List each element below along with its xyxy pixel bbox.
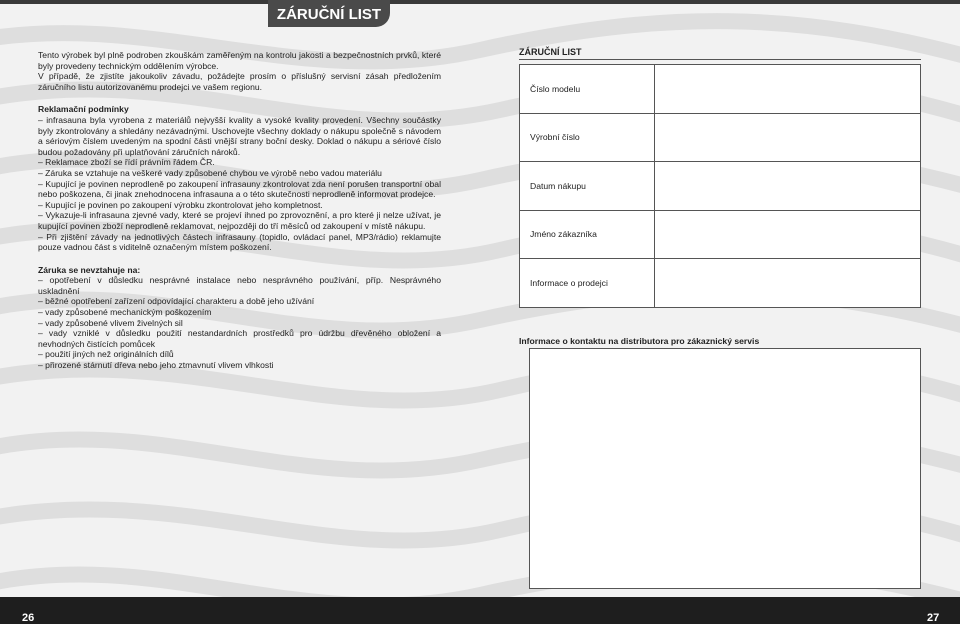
customer-name-field[interactable] (655, 210, 921, 259)
list-item: – infrasauna byla vyrobena z materiálů nejvyšší kvality a vysoké kvality provedení. Všechny součástky byly zkontrolovány a shledány nezávadnými. Uschovejte všechny doklady o nákupu společně s návodem a sériovým číslem uvedeným na spodní části vnější strany boční desky. Doklad o nákupu a sériové číslo budou požadovány při uplatňování záručních nároků. (38, 114, 441, 157)
intro-paragraph: Tento výrobek byl plně podroben zkouškám zaměřeným na kontrolu jakosti a bezpečnostních prvků, které byly provedeny technickým oddělením výrobce. (38, 50, 441, 71)
field-label-seller-info: Informace o prodejci (520, 259, 655, 308)
footer-bar (0, 597, 960, 624)
list-item: – Při zjištění závady na jednotlivých částech infrasauny (topidlo, ovládací panel, MP3/rádio) reklamujte pouze vadnou část s viditelně označeným místem poškození. (38, 231, 441, 253)
list-item: – použití jiných než originálních dílů (38, 349, 174, 360)
left-text-column (38, 50, 441, 371)
list-item: – Kupující je povinen po zakoupení výrobku zkontrolovat jeho kompletnost. (38, 199, 323, 210)
purchase-date-field[interactable] (655, 162, 921, 211)
list-item: – Kupující je povinen neprodleně po zakoupení infrasauny zkontrolovat zda není porušen transportní obal nebo poškozena, či jinak znehodnocena infrasauna a o této skutečnosti neprodleně informovat prodejce. (38, 178, 441, 200)
claims-title: Reklamační podmínky (38, 104, 129, 115)
seller-info-field[interactable] (655, 259, 921, 308)
contact-info-box[interactable] (529, 348, 921, 589)
form-row (520, 259, 921, 308)
form-row (520, 210, 921, 259)
field-label-model-number: Číslo modelu (520, 65, 655, 114)
form-row (520, 162, 921, 211)
page-number-right: 27 (927, 612, 940, 624)
warranty-form-title: ZÁRUČNÍ LIST (519, 47, 921, 60)
page-title: ZÁRUČNÍ LIST (268, 0, 390, 27)
top-bar (0, 0, 960, 4)
form-row (520, 65, 921, 114)
field-label-purchase-date: Datum nákupu (520, 162, 655, 211)
page-number-left: 26 (22, 612, 35, 624)
exclusions-list (38, 275, 441, 370)
model-number-field[interactable] (655, 65, 921, 114)
intro-text (38, 50, 441, 92)
list-item: – vady vzniklé v důsledku použití nestandardních prostředků pro údržbu dřevěného obložení a nevhodných čistících pomůcek (38, 328, 441, 349)
field-label-serial-number: Výrobní číslo (520, 113, 655, 162)
serial-number-field[interactable] (655, 113, 921, 162)
list-item: – opotřebení v důsledku nesprávné instalace nebo nesprávného používání, příp. Nesprávného uskladnění (38, 275, 441, 296)
field-label-customer-name: Jméno zákazníka (520, 210, 655, 259)
list-item: – přirozené stárnutí dřeva nebo jeho ztmavnutí vlivem vlhkosti (38, 360, 274, 371)
list-item: – vady způsobené vlivem živelných sil (38, 317, 183, 328)
list-item: – Reklamace zboží se řídí právním řádem ČR. (38, 157, 215, 168)
intro-paragraph: V případě, že zjistíte jakoukoliv závadu, požádejte prosím o příslušný servisní zásah předložením záručního listu autorizovanému prodejci ve vašem regionu. (38, 71, 441, 92)
list-item: – vady způsobené mechanickým poškozením (38, 307, 212, 318)
contact-title: Informace o kontaktu na distributora pro zákaznický servis (519, 336, 760, 346)
list-item: – běžné opotřebení zařízení odpovídající charakteru a době jeho užívání (38, 296, 315, 307)
list-item: – Záruka se vztahuje na veškeré vady způsobené chybou ve výrobě nebo vadou materiálu (38, 167, 382, 178)
form-row (520, 113, 921, 162)
list-item: – Vykazuje-li infrasauna zjevné vady, které se projeví ihned po zprovoznění, a pro které ji nelze užívat, je kupující povinen zboží neprodleně reklamovat, nejpozději do tří měsíců od zakoupení v místě nákupu. (38, 210, 441, 231)
exclusions-title: Záruka se nevztahuje na: (38, 264, 141, 275)
claims-list (38, 115, 441, 253)
warranty-form (519, 64, 921, 308)
